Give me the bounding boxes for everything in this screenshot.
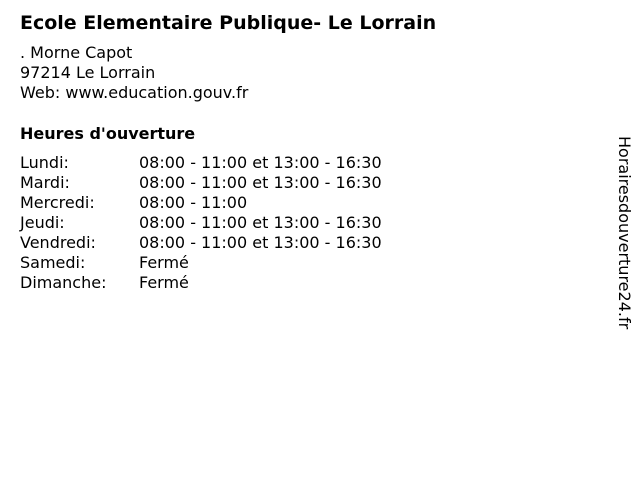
hours-row-monday <box>20 153 382 173</box>
day-times: 08:00 - 11:00 et 13:00 - 16:30 <box>139 213 382 232</box>
day-times: 08:00 - 11:00 et 13:00 - 16:30 <box>139 173 382 192</box>
day-label: Dimanche: <box>20 273 107 292</box>
side-brand-text: Horairesdouverture24.fr <box>615 136 634 330</box>
day-times: 08:00 - 11:00 et 13:00 - 16:30 <box>139 233 382 252</box>
day-label: Mercredi: <box>20 193 95 212</box>
day-label: Mardi: <box>20 173 70 192</box>
hours-heading: Heures d'ouverture <box>20 124 196 143</box>
hours-row-friday <box>20 233 382 253</box>
hours-table <box>20 153 382 293</box>
day-label: Samedi: <box>20 253 86 272</box>
hours-row-saturday <box>20 253 382 273</box>
page-title: Ecole Elementaire Publique- Le Lorrain <box>20 12 437 34</box>
day-times: Fermé <box>139 253 189 272</box>
hours-row-thursday <box>20 213 382 233</box>
hours-row-wednesday <box>20 193 382 213</box>
address-street: . Morne Capot <box>20 43 133 62</box>
hours-row-tuesday <box>20 173 382 193</box>
day-times: 08:00 - 11:00 <box>139 193 248 212</box>
hours-row-sunday <box>20 273 382 293</box>
day-times: Fermé <box>139 273 189 292</box>
day-label: Lundi: <box>20 153 69 172</box>
day-times: 08:00 - 11:00 et 13:00 - 16:30 <box>139 153 382 172</box>
address-city: 97214 Le Lorrain <box>20 63 156 82</box>
side-brand-watermark <box>614 136 634 368</box>
website-line[interactable]: Web: www.education.gouv.fr <box>20 83 249 102</box>
address-block <box>20 43 248 103</box>
day-label: Jeudi: <box>20 213 65 232</box>
day-label: Vendredi: <box>20 233 96 252</box>
